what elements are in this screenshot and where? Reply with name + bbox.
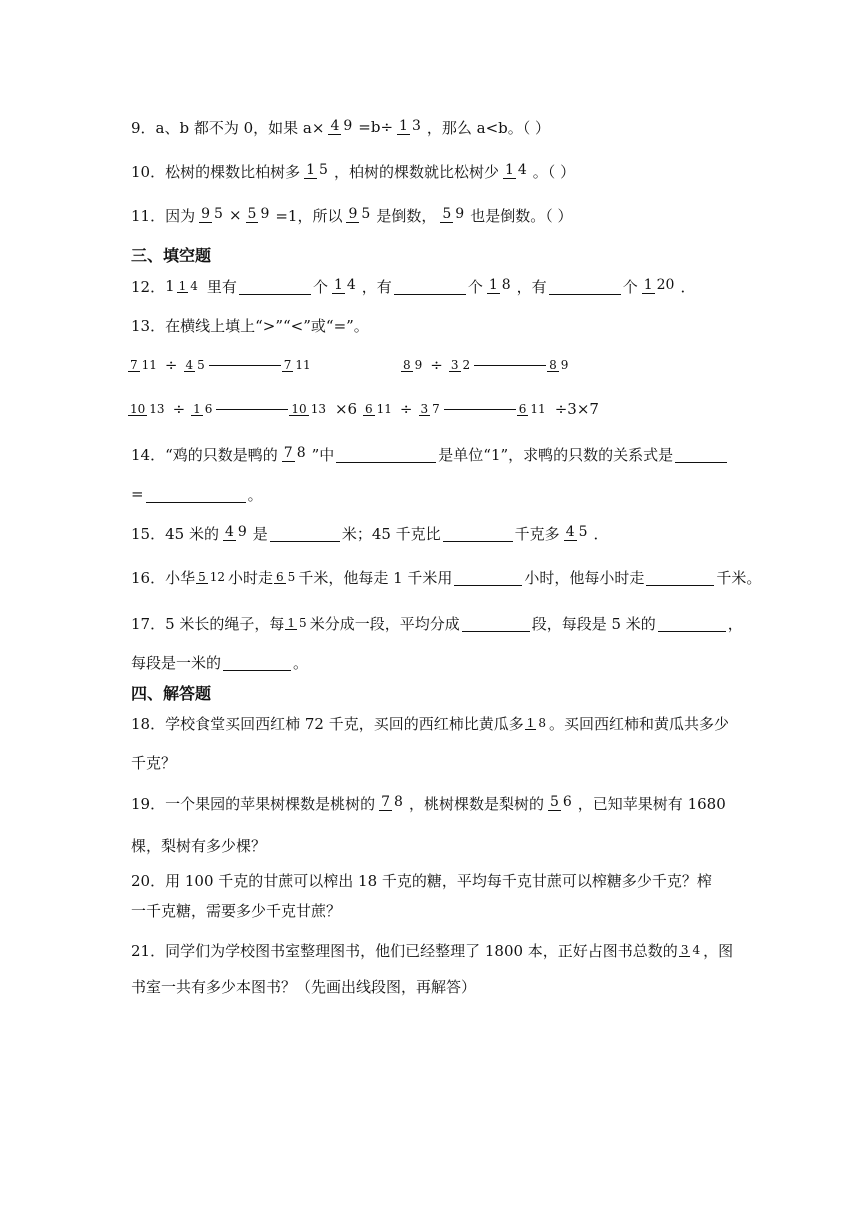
answer-blank[interactable] [646, 569, 714, 586]
q16-text: 千米。 [716, 568, 762, 587]
q20-line1: 20．用 100 千克的甘蔗可以榨出 18 千克的糖，平均每千克甘蔗可以榨糖多少千克？榨 [131, 871, 712, 890]
fraction: 4 5 [565, 524, 588, 540]
fraction: 5 12 [198, 569, 226, 584]
divide-sign: ÷ [430, 356, 443, 374]
q19-suffix: ，已知苹果树有 1680 [577, 794, 726, 813]
q14-prefix: 14．“鸡的只数是鸭的 [131, 445, 278, 464]
question-14 [131, 434, 729, 474]
q10-suffix: 。（ ） [532, 162, 576, 181]
answer-blank[interactable] [223, 654, 291, 671]
q21-suffix: ，图 [703, 941, 734, 960]
q9-prefix: 9．a、b 都不为 0，如果 a× [131, 118, 325, 137]
q12-number: 12． [131, 277, 166, 296]
q12-text: 里有 [206, 277, 237, 296]
q17-text: ， [727, 614, 743, 633]
fraction: 1 3 [399, 118, 421, 134]
mixed-integer: 1 [165, 277, 175, 295]
section-heading-solve: 四、解答题 [131, 684, 212, 703]
divide-sign: ÷ [172, 400, 186, 418]
answer-blank[interactable] [443, 525, 513, 542]
answer-blank[interactable] [146, 486, 246, 503]
q9-suffix: ，那么 a<b。（ ） [426, 118, 551, 137]
answer-blank[interactable] [658, 615, 726, 632]
answer-blank[interactable] [675, 446, 727, 463]
q15-text: 千克多 [514, 524, 560, 543]
fraction: 4 9 [330, 118, 353, 134]
answer-blank[interactable] [394, 278, 466, 295]
q14-mid2: 是单位“1”，求鸭的只数的关系式是 [438, 445, 674, 464]
q14-mid: ”中 [311, 445, 335, 464]
q11-suffix: 也是倒数。（ ） [470, 206, 573, 225]
q21-line2: 书室一共有多少本图书？（先画出线段图，再解答） [131, 977, 477, 996]
fraction: 3 7 [420, 401, 440, 416]
q12-text: ，有 [516, 277, 547, 296]
question-15 [131, 513, 609, 553]
fraction: 7 11 [283, 357, 311, 372]
fraction: 6 11 [518, 401, 546, 416]
q17-text: 米分成一段，平均分成 [309, 614, 460, 633]
fraction: 1 20 [643, 277, 675, 293]
q17-prefix: 17．5 米长的绳子，每 [131, 614, 285, 633]
question-13 [131, 305, 369, 345]
fraction: 6 11 [365, 401, 392, 416]
fraction: 5 6 [549, 794, 572, 810]
fraction: 1 6 [193, 401, 213, 416]
q18-suffix: 。买回西红柿和黄瓜共多少 [549, 714, 730, 733]
equals-sign: = [131, 485, 144, 503]
q13-tail: ÷3×7 [554, 400, 599, 418]
q16-text: 小时，他每小时走 [524, 568, 645, 587]
question-14-line2 [131, 474, 263, 514]
q12-text: 个 [622, 277, 638, 296]
fraction: 1 8 [488, 277, 511, 293]
question-17-line2 [131, 642, 308, 682]
fraction: 9 5 [348, 206, 371, 222]
q21-prefix: 21．同学们为学校图书室整理图书，他们已经整理了 1800 本，正好占图书总数的 [131, 941, 678, 960]
q9-mid: =b÷ [358, 118, 394, 136]
fraction: 3 4 [680, 942, 701, 957]
question-21 [131, 930, 733, 970]
question-10 [131, 151, 575, 191]
answer-blank[interactable] [216, 409, 288, 410]
fraction: 7 8 [381, 794, 403, 810]
question-12 [131, 266, 695, 306]
q13-tail: ×6 [334, 400, 358, 418]
answer-blank[interactable] [462, 615, 530, 632]
fraction: 9 5 [201, 206, 223, 222]
fraction: 7 8 [283, 445, 306, 461]
q19-mid: ，桃树棵数是梨树的 [408, 794, 544, 813]
q17-line2-prefix: 每段是一米的 [131, 653, 222, 672]
q13-text: 13．在横线上填上“>”“<”或“=”。 [131, 316, 369, 335]
answer-blank[interactable] [474, 365, 546, 366]
q20-line2: 一千克糖，需要多少千克甘蔗？ [131, 901, 342, 920]
q13-item-d [362, 389, 599, 429]
q17-text: 段，每段是 5 米的 [531, 614, 656, 633]
q10-prefix: 10．松树的棵数比柏树多 [131, 162, 301, 181]
times-sign: × [228, 206, 242, 224]
question-17 [131, 603, 743, 643]
answer-blank[interactable] [270, 525, 340, 542]
fraction: 5 9 [442, 206, 465, 222]
fraction: 1 4 [333, 277, 356, 293]
q15-text: ． [593, 524, 609, 543]
fraction: 7 11 [130, 357, 157, 372]
fraction: 1 4 [504, 162, 527, 178]
q16-text: 小时走 [228, 568, 274, 587]
question-16 [131, 557, 761, 597]
q13-item-a [127, 345, 314, 385]
answer-blank[interactable] [336, 446, 436, 463]
q18-prefix: 18．学校食堂买回西红柿 72 千克，买回的西红柿比黄瓜多 [131, 714, 524, 733]
fraction: 8 9 [403, 357, 423, 372]
q12-text: ． [680, 277, 696, 296]
question-19-line2 [131, 825, 266, 865]
mixed-fraction: 1 4 [178, 278, 198, 293]
q15-prefix: 15．45 米的 [131, 524, 219, 543]
period: 。 [293, 653, 309, 672]
q12-text: 个 [312, 277, 328, 296]
answer-blank[interactable] [549, 278, 621, 295]
q19-prefix: 19．一个果园的苹果树棵数是桃树的 [131, 794, 376, 813]
q13-item-c [127, 389, 357, 429]
fraction: 5 9 [247, 206, 270, 222]
fraction: 10 13 [291, 401, 326, 416]
question-19 [131, 783, 726, 823]
q13-item-b [400, 345, 571, 385]
fraction: 10 13 [130, 401, 165, 416]
question-9 [131, 107, 550, 147]
fraction: 3 2 [450, 357, 471, 372]
q10-mid: ，柏树的棵数就比松树少 [333, 162, 499, 181]
q12-text: ，有 [361, 277, 392, 296]
answer-blank[interactable] [209, 365, 281, 366]
fraction: 1 8 [526, 715, 546, 730]
q15-text: 是 [252, 524, 268, 543]
question-21-line2 [131, 966, 476, 1006]
fraction: 6 5 [276, 569, 296, 584]
q12-text: 个 [467, 277, 483, 296]
answer-blank[interactable] [444, 409, 516, 410]
answer-blank[interactable] [454, 569, 522, 586]
fraction: 1 5 [287, 615, 307, 630]
question-18-line2 [131, 742, 176, 782]
answer-blank[interactable] [239, 278, 311, 295]
question-20-line2 [131, 890, 341, 930]
q19-line2: 棵，梨树有多少棵？ [131, 836, 267, 855]
section-heading-fill-in: 三、填空题 [131, 246, 212, 265]
question-18 [131, 703, 729, 743]
q18-line2: 千克？ [131, 753, 177, 772]
period: 。 [247, 485, 263, 504]
q11-eq: =1，所以 [275, 206, 343, 225]
divide-sign: ÷ [399, 400, 413, 418]
fraction: 1 5 [306, 162, 328, 178]
fraction: 4 5 [185, 357, 205, 372]
q15-text: 米；45 千克比 [341, 524, 441, 543]
fraction: 4 9 [224, 524, 247, 540]
q16-text: 千米，他每走 1 千米用 [298, 568, 453, 587]
q16-prefix: 16．小华 [131, 568, 196, 587]
q11-prefix: 11．因为 [131, 206, 196, 225]
question-11 [131, 195, 572, 235]
divide-sign: ÷ [164, 356, 178, 374]
fraction: 8 9 [549, 357, 569, 372]
q11-mid: 是倒数， [376, 206, 437, 225]
